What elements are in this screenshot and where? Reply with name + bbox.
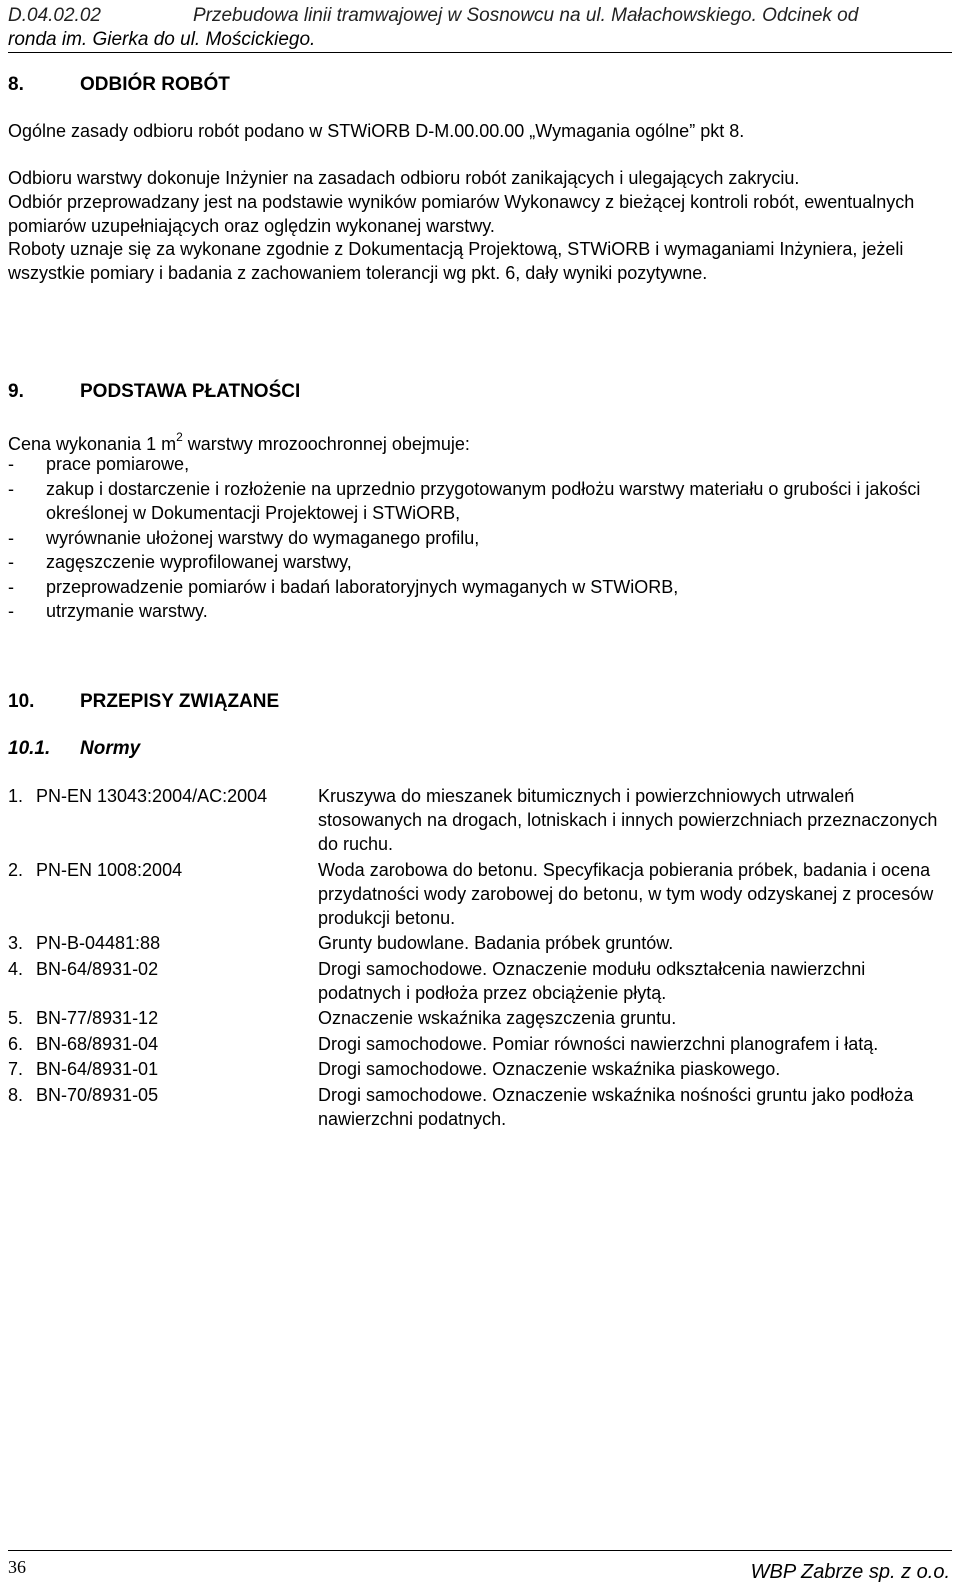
norm-code: BN-64/8931-02 [36, 958, 159, 979]
list-item [8, 575, 948, 600]
payment-items-list [8, 452, 948, 624]
norm-code: PN-EN 1008:2004 [36, 859, 183, 880]
subsection-title: Normy [80, 738, 141, 759]
section-number: 10. [8, 691, 35, 712]
section-number: 9. [8, 381, 24, 402]
norm-item [8, 1032, 952, 1056]
norm-code: BN-64/8931-01 [36, 1059, 159, 1079]
norm-item [8, 858, 952, 930]
norms-list [8, 784, 952, 1132]
norm-description: Drogi samochodowe. Oznaczenie wskaźnika piaskowego. [318, 1059, 781, 1079]
list-item-text: przeprowadzenie pomiarów i badań laboratoryjnych wymaganych w STWiORB, [46, 576, 679, 597]
norm-code: BN-77/8931-12 [36, 1008, 159, 1028]
section-title: ODBIÓR ROBÓT [80, 74, 230, 95]
norm-item [8, 957, 952, 1005]
norm-description: Drogi samochodowe. Pomiar równości nawierzchni planografem i łatą. [318, 1033, 879, 1054]
norm-item [8, 1083, 952, 1131]
norm-number: 1. [8, 786, 24, 806]
norm-code: BN-68/8931-04 [36, 1033, 159, 1054]
section-number: 8. [8, 74, 24, 95]
list-item-text: zagęszczenie wyprofilowanej warstwy, [46, 552, 352, 572]
section-title: PRZEPISY ZWIĄZANE [80, 691, 280, 712]
subsection-number: 10.1. [8, 738, 51, 759]
spec-code: D.04.02.02 [8, 5, 101, 26]
section-8-heading [8, 73, 230, 97]
norm-description: Grunty budowlane. Badania próbek gruntów. [318, 933, 674, 953]
list-item [8, 452, 948, 477]
project-title-line-1: Przebudowa linii tramwajowej w Sosnowcu na ul. Małachowskiego. Odcinek od [192, 5, 859, 26]
norm-item [8, 931, 952, 955]
section-9-heading [8, 380, 300, 404]
company-name: WBP Zabrze sp. z o.o. [750, 1561, 950, 1583]
list-dash: - [8, 601, 14, 621]
section-8-paragraph-1: Ogólne zasady odbioru robót podano w STWiORB D-M.00.00.00 „Wymagania ogólne” pkt 8. [8, 121, 745, 141]
norm-number: 7. [8, 1059, 24, 1079]
norm-description: Woda zarobowa do betonu. Specyfikacja pobierania próbek, badania i ocena przydatności wody zarobowej do betonu, w tym wody odzyskanej z procesów produkcji betonu. [318, 859, 934, 928]
norm-number: 3. [8, 933, 24, 953]
list-dash: - [8, 527, 14, 548]
norm-number: 4. [8, 958, 24, 979]
section-8-paragraph-3: Odbiór przeprowadzany jest na podstawie wyników pomiarów Wykonawcy z bieżącej kontroli robót, ewentualnych pomiarów uzupełniających oraz oględzin wykonanej warstwy. [8, 192, 915, 236]
norm-number: 6. [8, 1033, 24, 1054]
list-dash: - [8, 552, 14, 572]
intro-text-rest: warstwy mrozoochronnej obejmuje: [182, 434, 470, 454]
superscript: 2 [176, 430, 183, 444]
list-dash: - [8, 576, 14, 597]
norm-description: Oznaczenie wskaźnika zagęszczenia gruntu. [318, 1008, 677, 1028]
section-8-paragraph-4: Roboty uznaje się za wykonane zgodnie z Dokumentacją Projektową, STWiORB i wymaganiami Inżyniera, jeżeli wszystkie pomiary i badania z zachowaniem tolerancji wg pkt. 6, dały wyniki pozytywne. [8, 239, 904, 283]
list-item-text: utrzymanie warstwy. [46, 601, 208, 621]
list-item-text: zakup i dostarczenie i rozłożenie na uprzednio przygotowanym podłożu warstwy materiału o grubości i jakości określonej w Dokumentacji Projektowej i STWiORB, [46, 478, 921, 523]
norm-item [8, 784, 952, 856]
page-header [8, 4, 952, 52]
norm-description: Drogi samochodowe. Oznaczenie wskaźnika nośności gruntu jako podłoża nawierzchni podatnych. [318, 1084, 914, 1129]
section-10-heading [8, 690, 279, 714]
header-divider [8, 52, 952, 53]
norm-number: 2. [8, 859, 24, 880]
norm-description: Kruszywa do mieszanek bitumicznych i powierzchniowych utrwaleń stosowanych na drogach, lotniskach i innych powierzchniach przeznaczonych do ruchu. [318, 786, 938, 854]
list-item [8, 599, 948, 624]
norm-number: 8. [8, 1084, 24, 1105]
subsection-10-1-heading [8, 737, 140, 761]
section-title: PODSTAWA PŁATNOŚCI [80, 381, 301, 402]
list-item [8, 526, 948, 551]
norm-description: Drogi samochodowe. Oznaczenie modułu odkształcenia nawierzchni podatnych i podłoża przez obciążenie płytą. [318, 958, 866, 1003]
list-item-text: wyrównanie ułożonej warstwy do wymaganego profilu, [46, 527, 480, 548]
page-number: 36 [8, 1557, 26, 1577]
norm-item [8, 1006, 952, 1030]
list-dash: - [8, 454, 14, 474]
norm-number: 5. [8, 1008, 24, 1028]
intro-text: Cena wykonania 1 m [8, 434, 177, 454]
list-item [8, 550, 948, 575]
section-8-paragraph-2: Odbioru warstwy dokonuje Inżynier na zasadach odbioru robót zanikających i ulegających zakryciu. [8, 168, 800, 188]
norm-item [8, 1057, 952, 1081]
list-item-text: prace pomiarowe, [46, 454, 190, 474]
norm-code: PN-EN 13043:2004/AC:2004 [36, 786, 268, 806]
list-dash: - [8, 478, 14, 499]
list-item [8, 477, 948, 526]
norm-code: BN-70/8931-05 [36, 1084, 159, 1105]
footer-divider [8, 1550, 952, 1551]
norm-code: PN-B-04481:88 [36, 933, 161, 953]
project-title-line-2: ronda im. Gierka do ul. Mościckiego. [8, 29, 316, 50]
header-line-1 [8, 4, 952, 28]
